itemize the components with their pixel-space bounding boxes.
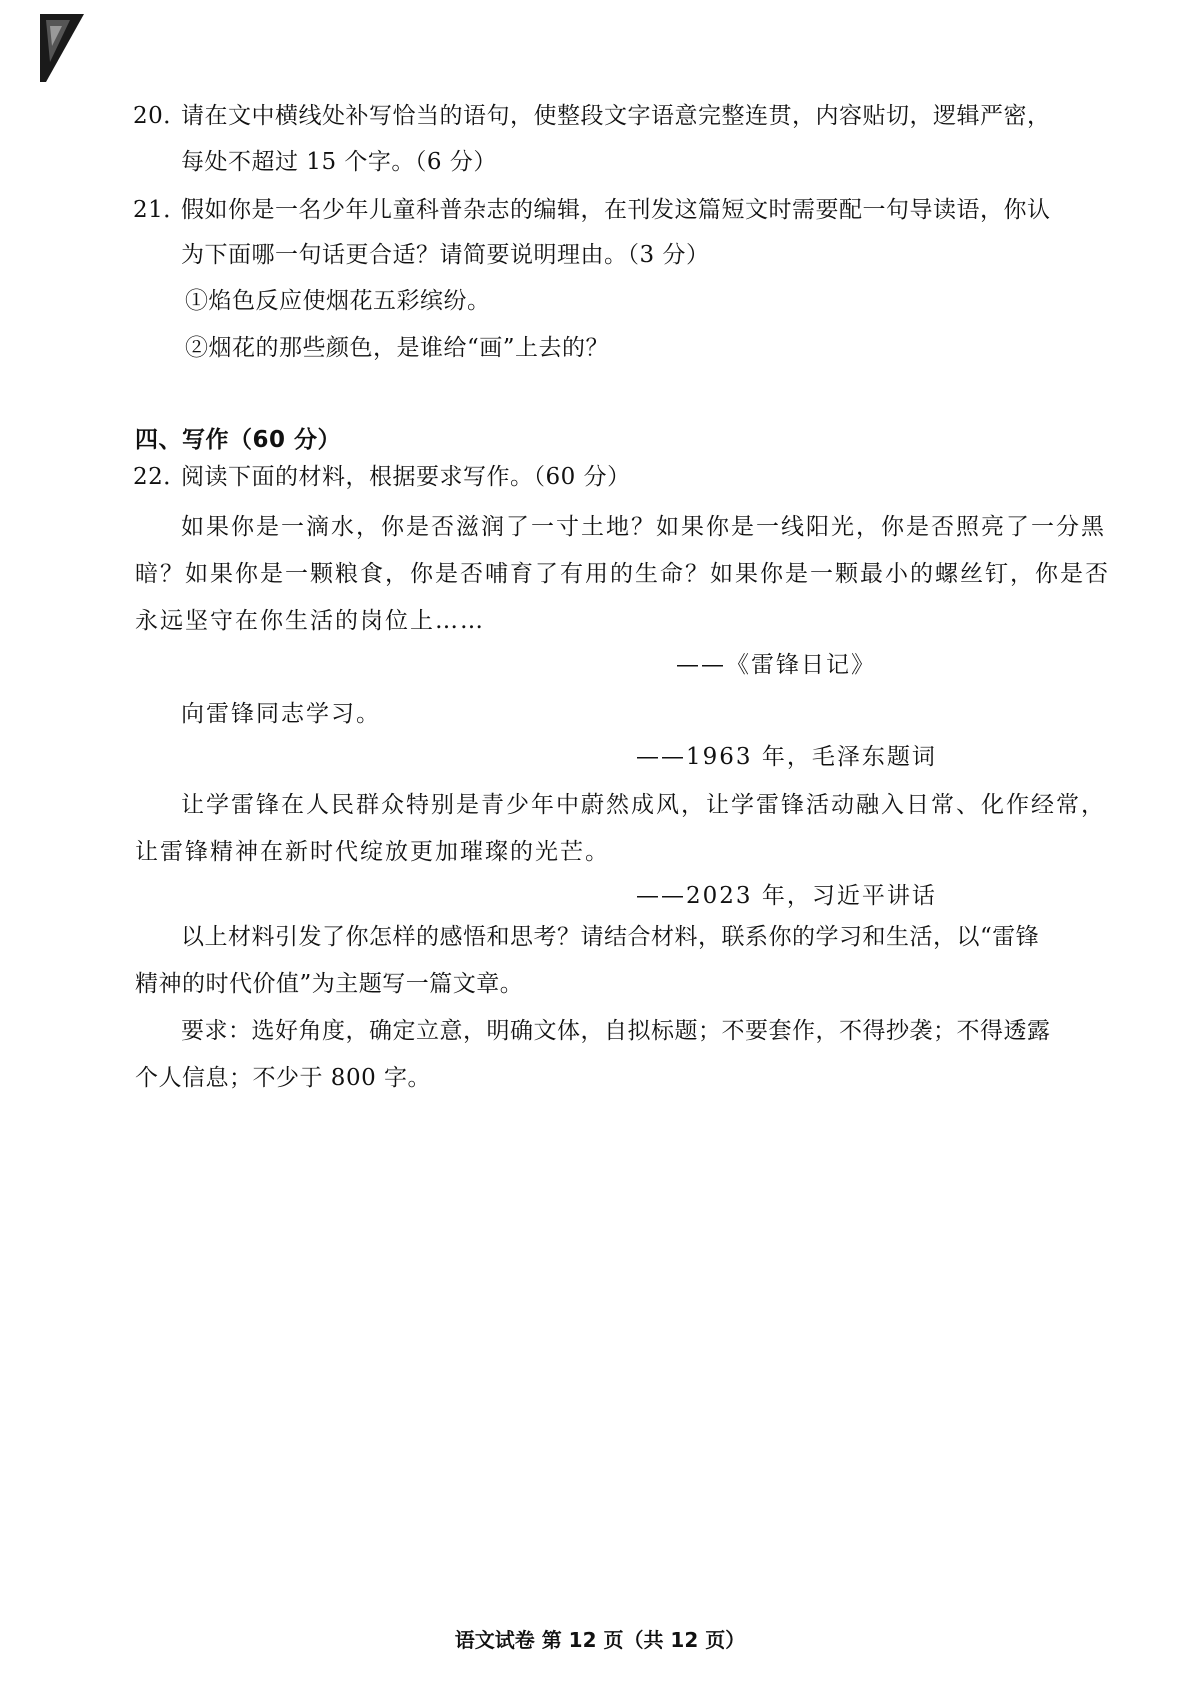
question-20-line-2: 每处不超过 15 个字。（6 分） [181, 149, 497, 175]
page-footer: 语文试卷 第 12 页（共 12 页） [454, 1628, 746, 1652]
material-1-line-2: 暗？如果你是一颗粮食，你是否哺育了有用的生命？如果你是一颗最小的螺丝钉，你是否 [135, 561, 1110, 587]
question-20-text-1: 请在文中横线处补写恰当的语句，使整段文字语意完整连贯，内容贴切，逻辑严密， [181, 103, 1051, 129]
material-3-source: ——2023 年，习近平讲话 [636, 883, 937, 909]
writing-task-line-1: 以上材料引发了你怎样的感悟和思考？请结合材料，联系你的学习和生活，以“雷锋 [181, 924, 1040, 950]
question-21-number: 21． [133, 197, 187, 223]
question-20-number: 20． [133, 103, 187, 129]
question-21-option-2: ②烟花的那些颜色，是谁给“画”上去的？ [185, 335, 610, 361]
question-21-line-1 [133, 195, 1051, 225]
material-2-source: ——1963 年，毛泽东题词 [636, 744, 937, 770]
writing-task-line-2: 精神的时代价值”为主题写一篇文章。 [135, 971, 524, 997]
material-1-source: ——《雷锋日记》 [676, 652, 876, 678]
material-3-line-1: 让学雷锋在人民群众特别是青少年中蔚然成风，让学雷锋活动融入日常、化作经常， [181, 792, 1106, 818]
material-3-line-2: 让雷锋精神在新时代绽放更加璀璨的光芒。 [135, 839, 610, 865]
material-1-line-1: 如果你是一滴水，你是否滋润了一寸土地？如果你是一线阳光，你是否照亮了一分黑 [181, 514, 1106, 540]
question-21-line-2: 为下面哪一句话更合适？请简要说明理由。（3 分） [181, 242, 710, 268]
question-22-number: 22． [133, 464, 187, 490]
question-22-prompt: 阅读下面的材料，根据要求写作。（60 分） [181, 464, 631, 490]
question-22-line-1 [133, 462, 631, 492]
writing-requirements-line-2: 个人信息；不少于 800 字。 [135, 1065, 432, 1091]
section-4-title: 四、写作（60 分） [135, 427, 342, 453]
question-20-line-1 [133, 101, 1051, 131]
question-21-option-1: ①焰色反应使烟花五彩缤纷。 [185, 288, 491, 314]
writing-requirements-line-1: 要求：选好角度，确定立意，明确文体，自拟标题；不要套作，不得抄袭；不得透露 [181, 1018, 1051, 1044]
question-21-text-1: 假如你是一名少年儿童科普杂志的编辑，在刊发这篇短文时需要配一句导读语，你认 [181, 197, 1051, 223]
material-2-text: 向雷锋同志学习。 [181, 701, 381, 727]
scan-corner-mark [40, 14, 84, 82]
material-1-line-3: 永远坚守在你生活的岗位上…… [135, 608, 485, 634]
